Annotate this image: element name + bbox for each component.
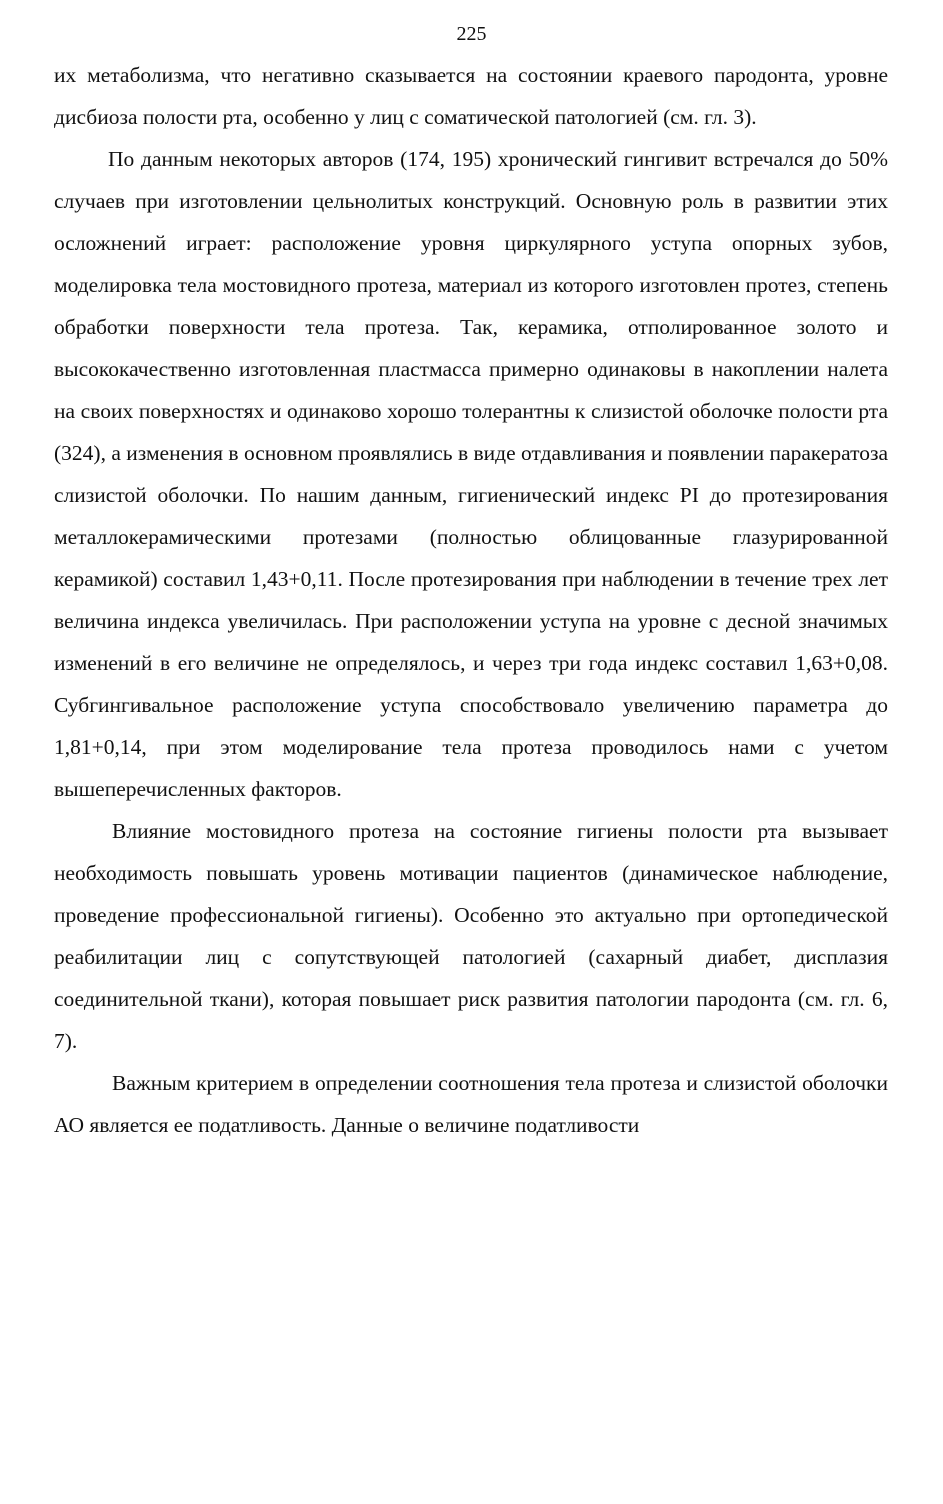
paragraph-chronic-gingivitis: По данным некоторых авторов (174, 195) хронический гингивит встречался до 50% случаев при изготовлении цельнолитых конструкций. Основную роль в развитии этих осложнений играет: расположение уровня циркулярного уступа опорных зубов, моделировка тела мостовидного протеза, материал из которого изготовлен протез, степень обработки поверхности тела протеза. Так, керамика, отполированное золото и высококачественно изготовленная пластмасса примерно одинаковы в накоплении налета на своих поверхностях и одинаково хорошо толерантны к слизистой оболочке полости рта (324), а изменения в основном проявлялись в виде отдавливания и появлении паракератоза слизистой оболочки. По нашим данным, гигиенический индекс PI до протезирования металлокерамическими протезами (полностью облицованные глазурированной керамикой) составил 1,43+0,11. После протезирования при наблюдении в течение трех лет величина индекса увеличилась. При расположении уступа на уровне с десной значимых изменений в его величине не определялось, и через три года индекс составил 1,63+0,08. Субгингивальное расположение уступа способствовало увеличению параметра до 1,81+0,14, при этом моделирование тела протеза проводилось нами с учетом вышеперечисленных факторов. [54,147,888,801]
document-body [54,54,888,1146]
page-number: 225 [456,23,487,45]
paragraph-hygiene-influence: Влияние мостовидного протеза на состояние гигиены полости рта вызывает необходимость повышать уровень мотивации пациентов (динамическое наблюдение, проведение профессиональной гигиены). Особенно это актуально при ортопедической реабилитации лиц с сопутствующей патологией (сахарный диабет, дисплазия соединительной ткани), которая повышает риск развития патологии пародонта (см. гл. 6, 7). [54,819,888,1053]
paragraph-compliance-criterion: Важным критерием в определении соотношения тела протеза и слизистой оболочки АО является ее податливость. Данные о величине податливости [54,1071,888,1137]
paragraph-continuation: их метаболизма, что негативно сказывается на состоянии краевого пародонта, уровне дисбиоза полости рта, особенно у лиц с соматической патологией (см. гл. 3). [54,63,888,129]
